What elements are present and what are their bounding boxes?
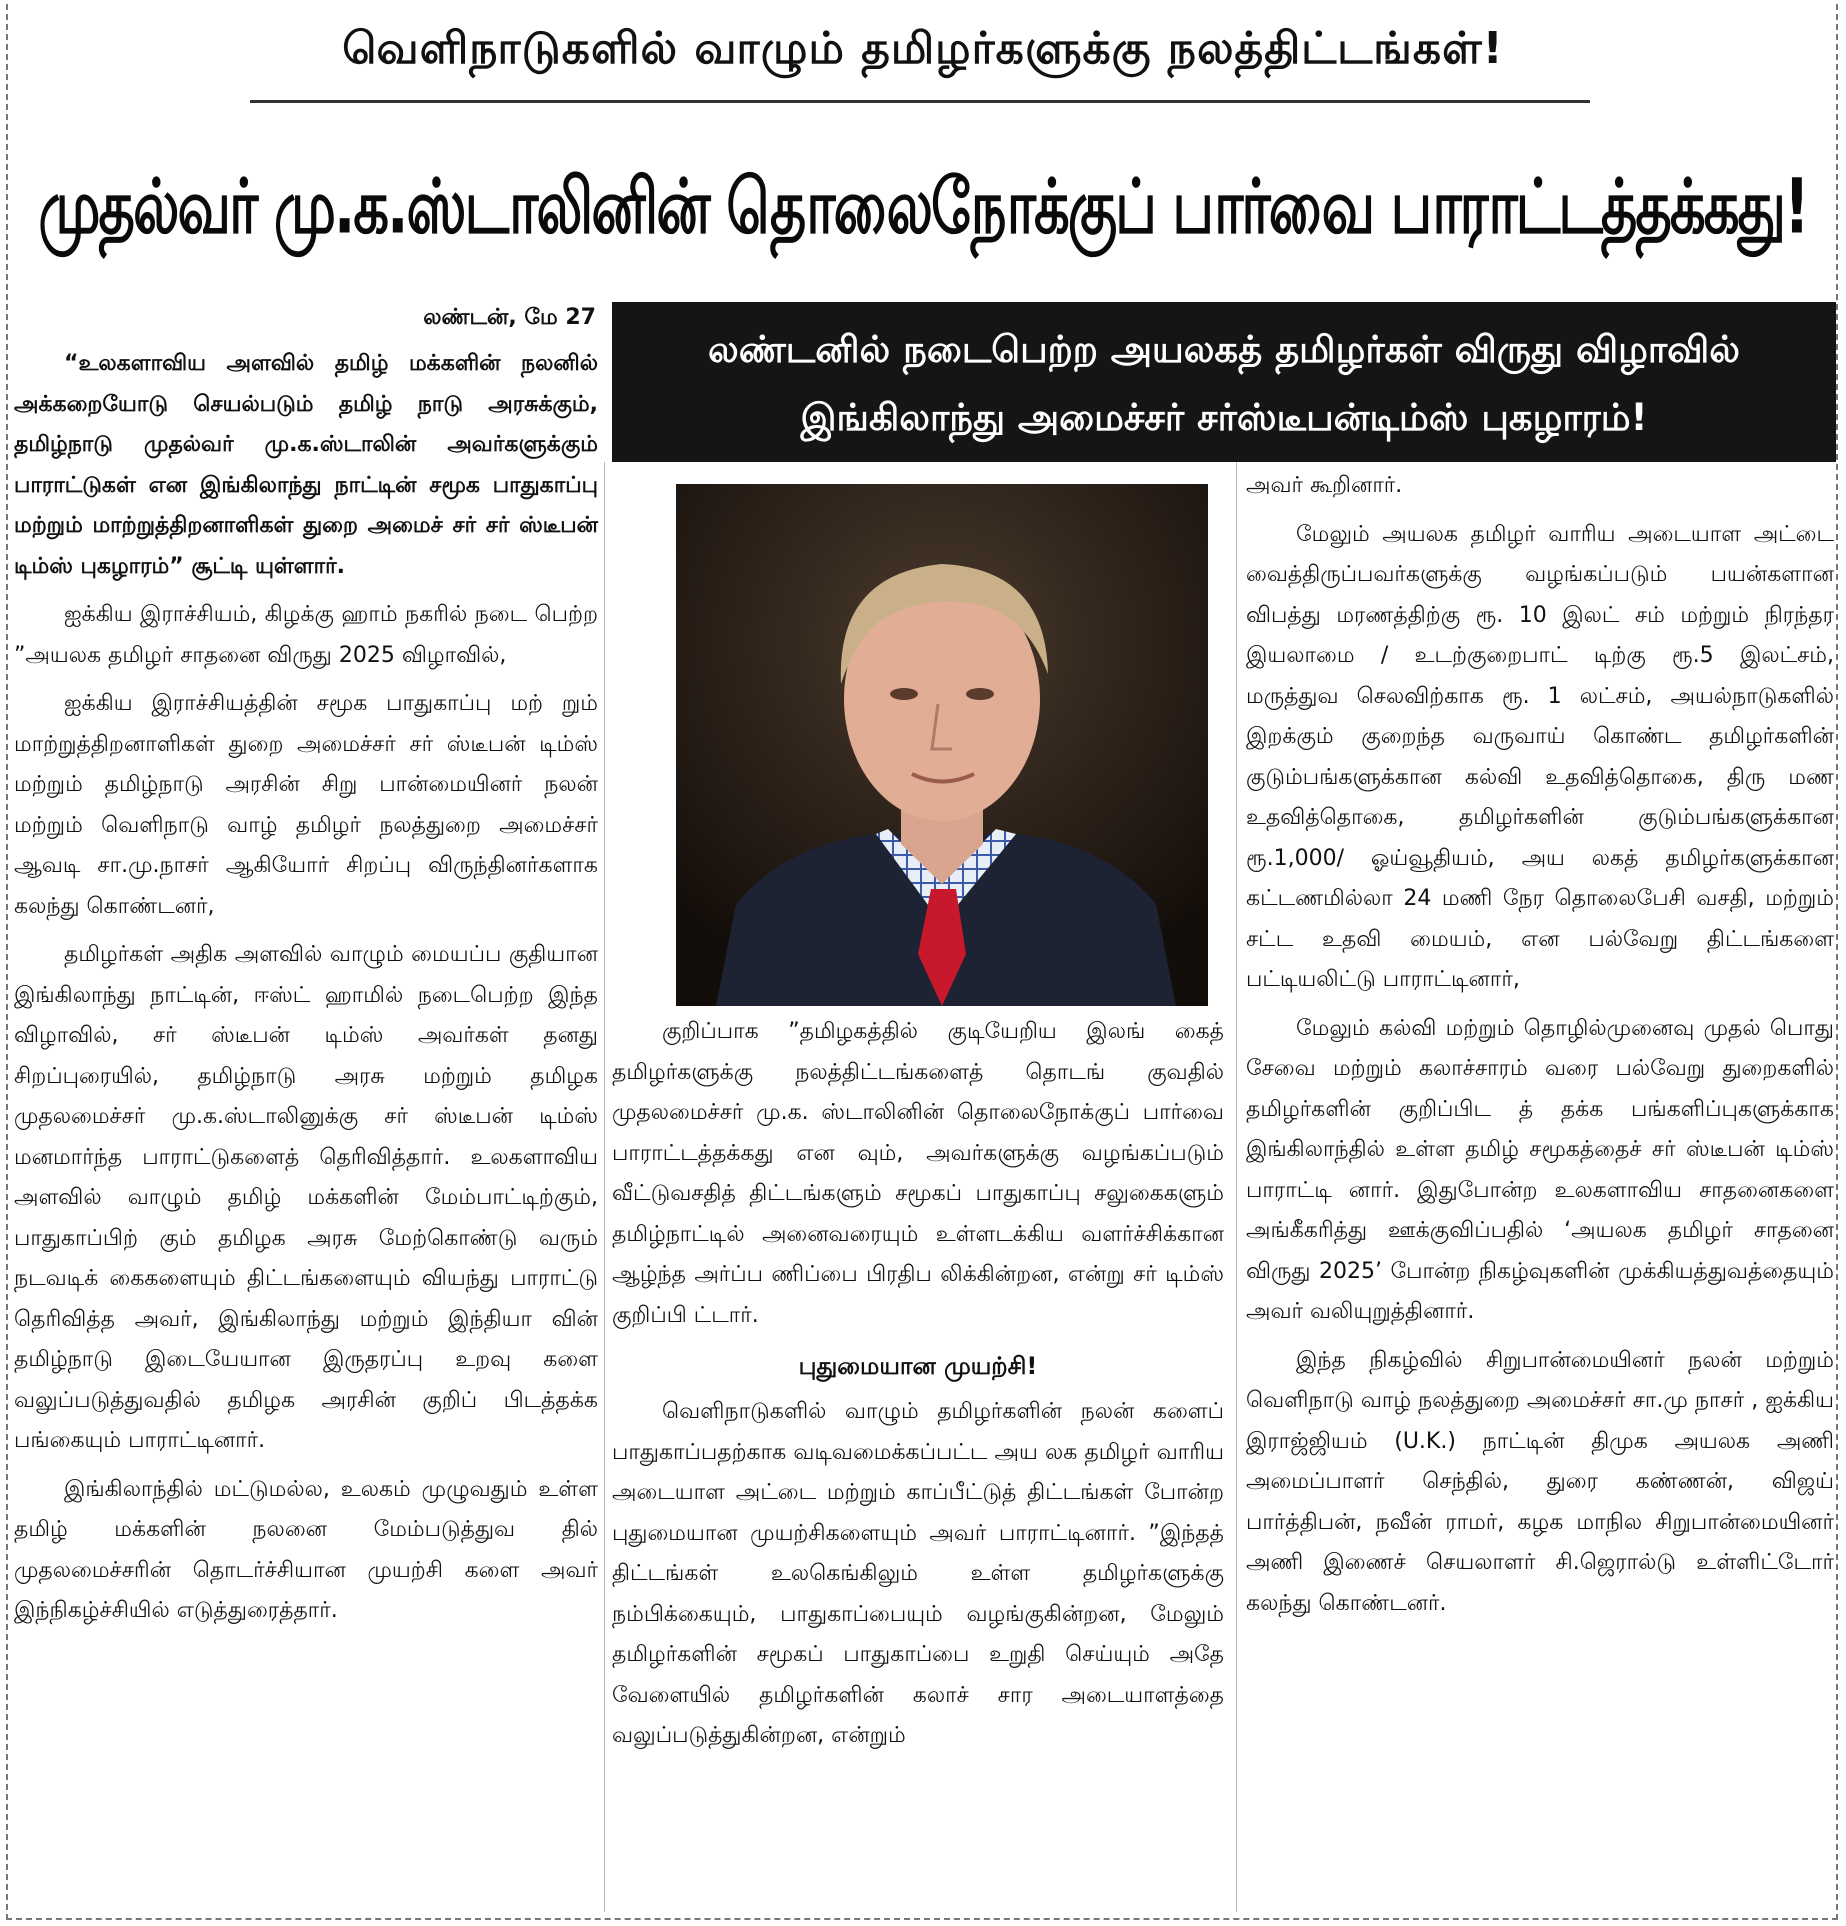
subheading: புதுமையான முயற்சி! bbox=[798, 1352, 1038, 1380]
banner-line-1: லண்டனில் நடைபெற்ற அயலகத் தமிழர்கள் விருது விழாவில் bbox=[707, 328, 1740, 371]
kicker-headline: வெளிநாடுகளில் வாழும் தமிழர்களுக்கு நலத்திட்டங்கள்! bbox=[342, 23, 1504, 74]
paragraph: அவர் கூறினார். bbox=[1246, 473, 1403, 498]
column-divider bbox=[604, 462, 605, 1912]
column-divider bbox=[1236, 462, 1237, 1912]
column-2 bbox=[612, 1012, 1224, 1765]
portrait-illustration bbox=[676, 484, 1208, 1006]
subheadline-banner bbox=[612, 302, 1836, 462]
paragraph: ஐக்கிய இராச்சியம், கிழக்கு ஹாம் நகரில் நடை பெற்ற ”அயலக தமிழர் சாதனை விருது 2025 விழாவில், bbox=[14, 602, 598, 668]
paragraph: இந்த நிகழ்வில் சிறுபான்மையினர் நலன் மற்றும் வெளிநாடு வாழ் நலத்துறை அமைச்சர் சா.மு நாசர் , ஐக்கிய இராஜ்ஜியம் (U.K.) நாட்டின் திமுக அயலக அணி அமைப்பாளர் செந்தில், துரை கண்ணன், விஜய் பார்த்திபன், நவீன் ராமர், கழக மாநில சிறுபான்மையினர் அணி இணைச் செயலாளர் சி.ஜெரால்டு உள்ளிட்டோர் கலந்து கொண்டனர். bbox=[1246, 1347, 1834, 1616]
main-headline: முதல்வர் மு.க.ஸ்டாலினின் தொலைநோக்குப் பார்வை பாராட்டத்தக்கது! bbox=[38, 163, 1808, 252]
banner-line-2: இங்கிலாந்து அமைச்சர் சர்ஸ்டீபன்டிம்ஸ் புகழாரம்! bbox=[800, 396, 1648, 439]
lede-paragraph: “உலகளாவிய அளவில் தமிழ் மக்களின் நலனில் அக்கறையோடு செயல்படும் தமிழ் நாடு அரசுக்கும், தமிழ்நாடு முதல்வர் மு.க.ஸ்டாலின் அவர்களுக்கும் பாராட்டுகள் என இங்கிலாந்து நாட்டின் சமூக பாதுகாப்பு மற்றும் மாற்றுத்திறனாளிகள் துறை அமைச் சர் சர் ஸ்டீபன் டிம்ஸ் புகழாரம்” சூட்டி யுள்ளார். bbox=[14, 351, 598, 579]
paragraph: குறிப்பாக ”தமிழகத்தில் குடியேறிய இலங் கைத் தமிழர்களுக்கு நலத்திட்டங்களைத் தொடங் குவதில் முதலமைச்சர் மு.க. ஸ்டாலினின் தொலைநோக்குப் பார்வை பாராட்டத்தக்கது என வும், அவர்களுக்கு வழங்கப்படும் வீட்டுவசதித் திட்டங்களும் சமூகப் பாதுகாப்பு சலுகைகளும் தமிழ்நாட்டில் அனைவரையும் உள்ளடக்கிய வளர்ச்சிக்கான ஆழ்ந்த அர்ப்ப ணிப்பை பிரதிப லிக்கின்றன, என்று சர் டிம்ஸ் குறிப்பி ட்டார். bbox=[612, 1019, 1224, 1328]
paragraph: மேலும் கல்வி மற்றும் தொழில்முனைவு முதல் பொது சேவை மற்றும் கலாச்சாரம் வரை பல்வேறு துறைகளில் தமிழர்களின் குறிப்பிட த் தக்க பங்களிப்புகளுக்காக இங்கிலாந்தில் உள்ள தமிழ் சமூகத்தைச் சர் ஸ்டீபன் டிம்ஸ் பாராட்டி னார். இதுபோன்ற உலகளாவிய சாதனைகளை அங்கீகரித்து ஊக்குவிப்பதில் ‘அயலக தமிழர் சாதனை விருது 2025’ போன்ற நிகழ்வுகளின் முக்கியத்துவத்தையும் அவர் வலியுறுத்தினார். bbox=[1246, 1015, 1834, 1324]
column-1 bbox=[14, 344, 598, 1640]
paragraph: மேலும் அயலக தமிழர் வாரிய அடையாள அட்டை வைத்திருப்பவர்களுக்கு வழங்கப்படும் பயன்களான விபத்து மரணத்திற்கு ரூ. 10 இலட் சம் மற்றும் நிரந்தர இயலாமை / உடற்குறைபாட் டிற்கு ரூ.5 இலட்சம், மருத்துவ செலவிற்காக ரூ. 1 லட்சம், அயல்நாடுகளில் இறக்கும் குறைந்த வருவாய் கொண்ட தமிழர்களின் குடும்பங்களுக்கான கல்வி உதவித்தொகை, திரு மண உதவித்தொகை, தமிழர்களின் குடும்பங்களுக்கான ரூ.1,000/ ஓய்வூதியம், அய லகத் தமிழர்களுக்கான கட்டணமில்லா 24 மணி நேர தொலைபேசி வசதி, மற்றும் சட்ட உதவி மையம், என பல்வேறு திட்டங்களை பட்டியலிட்டு பாராட்டினார், bbox=[1246, 521, 1834, 992]
portrait-photo bbox=[676, 484, 1208, 1006]
dateline: லண்டன், மே 27 bbox=[423, 305, 596, 330]
paragraph: வெளிநாடுகளில் வாழும் தமிழர்களின் நலன் களைப் பாதுகாப்பதற்காக வடிவமைக்கப்பட்ட அய லக தமிழர் வாரிய அடையாள அட்டை மற்றும் காப்பீட்டுத் திட்டங்கள் போன்ற புதுமையான முயற்சிகளையும் அவர் பாராட்டினார். ”இந்தத் திட்டங்கள் உலகெங்கிலும் உள்ள தமிழர்களுக்கு நம்பிக்கையும், பாதுகாப்பையும் வழங்குகின்றன, மேலும் தமிழர்களின் சமூகப் பாதுகாப்பை உறுதி செய்யும் அதே வேளையில் தமிழர்களின் கலாச் சார அடையாளத்தை வலுப்படுத்துகின்றன, என்றும் bbox=[612, 1399, 1224, 1748]
paragraph: இங்கிலாந்தில் மட்டுமல்ல, உலகம் முழுவதும் உள்ள தமிழ் மக்களின் நலனை மேம்படுத்துவ தில் முதலமைச்சரின் தொடர்ச்சியான முயற்சி களை அவர் இந்நிகழ்ச்சியில் எடுத்துரைத்தார். bbox=[14, 1476, 598, 1623]
column-3 bbox=[1246, 466, 1834, 1632]
paragraph: ஐக்கிய இராச்சியத்தின் சமூக பாதுகாப்பு மற் றும் மாற்றுத்திறனாளிகள் துறை அமைச்சர் சர் ஸ்டீபன் டிம்ஸ் மற்றும் தமிழ்நாடு அரசின் சிறு பான்மையினர் நலன் மற்றும் வெளிநாடு வாழ் தமிழர் நலத்துறை அமைச்சர் ஆவடி சா.மு.நாசர் ஆகியோர் சிறப்பு விருந்தினர்களாக கலந்து கொண்டனர், bbox=[14, 691, 598, 919]
paragraph: தமிழர்கள் அதிக அளவில் வாழும் மையப்ப குதியான இங்கிலாந்து நாட்டின், ஈஸ்ட் ஹாமில் நடைபெற்ற இந்த விழாவில், சர் ஸ்டீபன் டிம்ஸ் அவர்கள் தனது சிறப்புரையில், தமிழ்நாடு அரசு மற்றும் தமிழக முதலமைச்சர் மு.க.ஸ்டாலினுக்கு சர் ஸ்டீபன் டிம்ஸ் மனமார்ந்த பாராட்டுகளைத் தெரிவித்தார். உலகளாவிய அளவில் வாழும் தமிழ் மக்களின் மேம்பாட்டிற்கும், பாதுகாப்பிற் கும் தமிழக அரசு மேற்கொண்டு வரும் நடவடிக் கைகளையும் திட்டங்களையும் வியந்து பாராட்டு தெரிவித்த அவர், இங்கிலாந்து மற்றும் இந்தியா வின் தமிழ்நாடு இடையேயான இருதரப்பு உறவு களை வலுப்படுத்துவதில் தமிழக அரசின் குறிப் பிடத்தக்க பங்கையும் பாராட்டினார். bbox=[14, 942, 598, 1453]
